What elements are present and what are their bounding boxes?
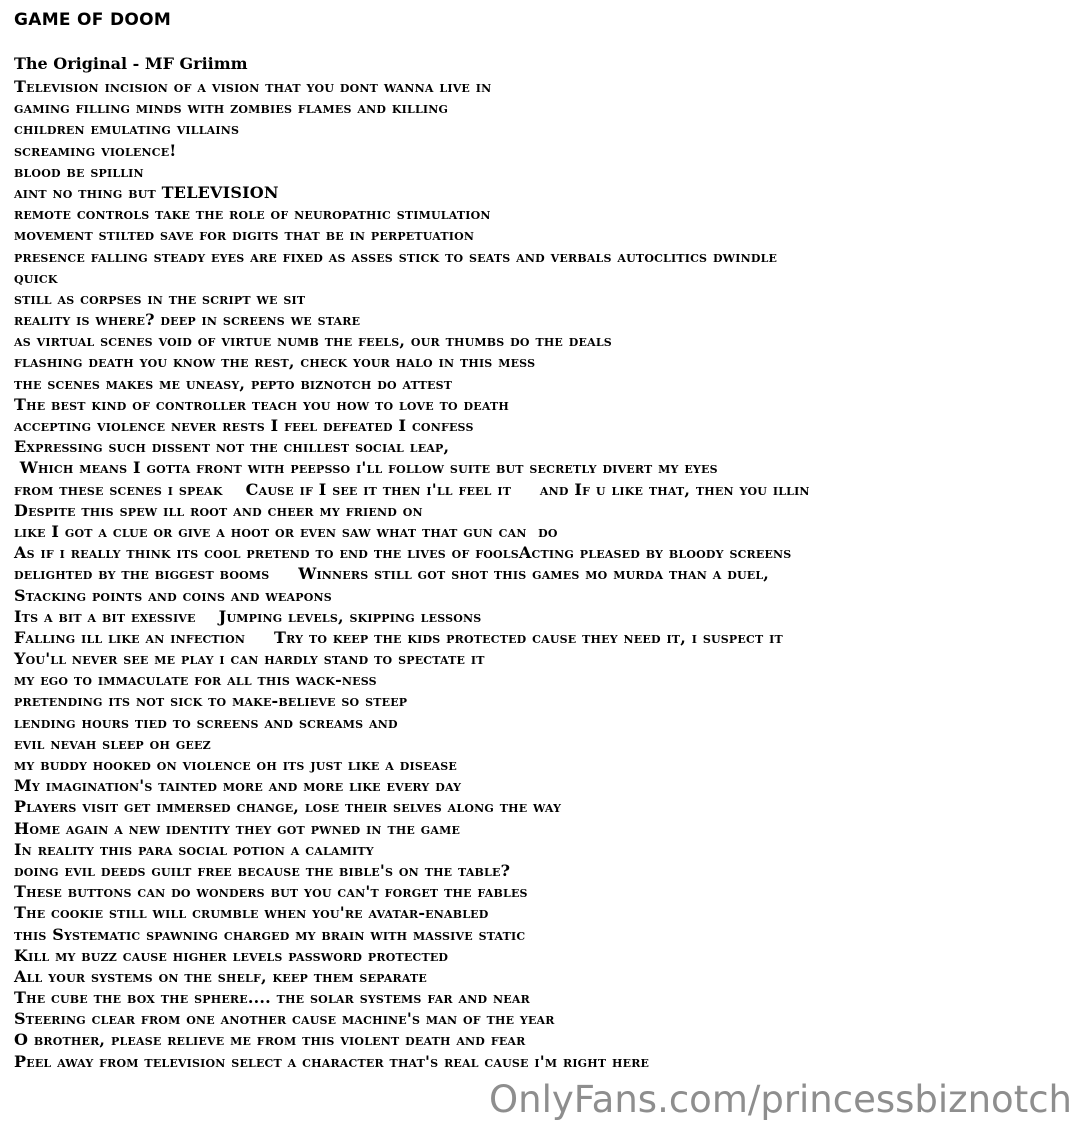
lyric-line: aint no thing but TELEVISION xyxy=(14,182,279,202)
lyric-line: movement stilted save for digits that be in perpetuation xyxy=(14,225,475,245)
document-title: GAME OF DOOM xyxy=(14,10,172,30)
lyric-line: O brother, please relieve me from this violent death and fear xyxy=(14,1030,526,1050)
lyric-line: children emulating villains xyxy=(14,119,240,139)
lyric-line: The cookie still will crumble when you're avatar-enabled xyxy=(14,903,489,923)
lyric-line: evil nevah sleep oh geez xyxy=(14,733,211,753)
lyric-line: pretending its not sick to make-believe so steep xyxy=(14,691,408,711)
lyric-line: All your systems on the shelf, keep them separate xyxy=(14,966,427,986)
lyric-line: Expressing such dissent not the chillest social leap, xyxy=(14,437,450,457)
lyric-line: delighted by the biggest booms Winners still got shot this games mo murda than a duel, xyxy=(14,564,770,584)
lyric-line: still as corpses in the script we sit xyxy=(14,288,306,308)
lyric-line: quick xyxy=(14,267,58,287)
lyric-line: Steering clear from one another cause machine's man of the year xyxy=(14,1009,555,1029)
document-subtitle: The Original - MF Griimm xyxy=(14,54,248,73)
lyric-line: Despite this spew ill root and cheer my friend on xyxy=(14,500,423,520)
lyric-line: accepting violence never rests I feel defeated I confess xyxy=(14,416,474,435)
lyric-line: Which means I gotta front with peepsso i'll follow suite but secretly divert my eyes xyxy=(14,458,718,478)
lyric-line: gaming filling minds with zombies flames and killing xyxy=(14,98,449,118)
lyric-line: my ego to immaculate for all this wack-ness xyxy=(14,670,377,690)
lyric-line: the scenes makes me uneasy, pepto biznotch do attest xyxy=(14,373,453,393)
lyric-line: Players visit get immersed change, lose their selves along the way xyxy=(14,797,562,817)
lyric-line: screaming violence! xyxy=(14,140,177,160)
lyric-line: Falling ill like an infection Try to keep the kids protected cause they need it, i suspect it xyxy=(14,627,783,647)
lyric-line: this Systematic spawning charged my brain with massive static xyxy=(14,924,526,944)
lyric-line: blood be spillin xyxy=(14,161,144,181)
lyric-line: flashing death you know the rest, check your halo in this mess xyxy=(14,352,536,372)
lyric-line: You'll never see me play i can hardly stand to spectate it xyxy=(14,649,485,669)
lyric-line: The best kind of controller teach you how to love to death xyxy=(14,394,509,414)
lyric-line: presence falling steady eyes are fixed as asses stick to seats and verbals autoclitics dwindle xyxy=(14,246,778,266)
lyric-line: from these scenes i speak Cause if I see it then i'll feel it and If u like that, then you illin xyxy=(14,479,810,499)
lyrics-body xyxy=(14,76,1064,1072)
lyric-line: like I got a clue or give a hoot or even saw what that gun can do xyxy=(14,521,558,541)
lyric-line: The cube the box the sphere.... the solar systems far and near xyxy=(14,988,530,1008)
lyric-line: doing evil deeds guilt free because the bible's on the table? xyxy=(14,860,511,880)
lyric-line: lending hours tied to screens and screams and xyxy=(14,712,398,732)
lyric-line: My imagination's tainted more and more like every day xyxy=(14,776,462,796)
lyric-line: As if i really think its cool pretend to end the lives of foolsActing pleased by bloody screens xyxy=(14,543,792,563)
lyric-line: Peel away from television select a character that's real cause i'm right here xyxy=(14,1051,650,1071)
lyric-line: In reality this para social potion a calamity xyxy=(14,839,374,859)
watermark-text: OnlyFans.com/princessbiznotch xyxy=(489,1078,1072,1121)
lyric-line: my buddy hooked on violence oh its just like a disease xyxy=(14,755,458,774)
lyric-line: These buttons can do wonders but you can't forget the fables xyxy=(14,882,528,902)
lyric-line: Kill my buzz cause higher levels password protected xyxy=(14,945,449,965)
lyric-line: Home again a new identity they got pwned in the game xyxy=(14,818,461,838)
lyric-line: Television incision of a vision that you dont wanna live in xyxy=(14,77,492,96)
lyric-line: Stacking points and coins and weapons xyxy=(14,585,332,605)
lyric-line: reality is where? deep in screens we stare xyxy=(14,310,361,330)
lyric-line: remote controls take the role of neuropathic stimulation xyxy=(14,204,491,224)
lyric-line: Its a bit a bit exessive Jumping levels, skipping lessons xyxy=(14,606,482,626)
lyric-line: as virtual scenes void of virtue numb the feels, our thumbs do the deals xyxy=(14,331,612,351)
